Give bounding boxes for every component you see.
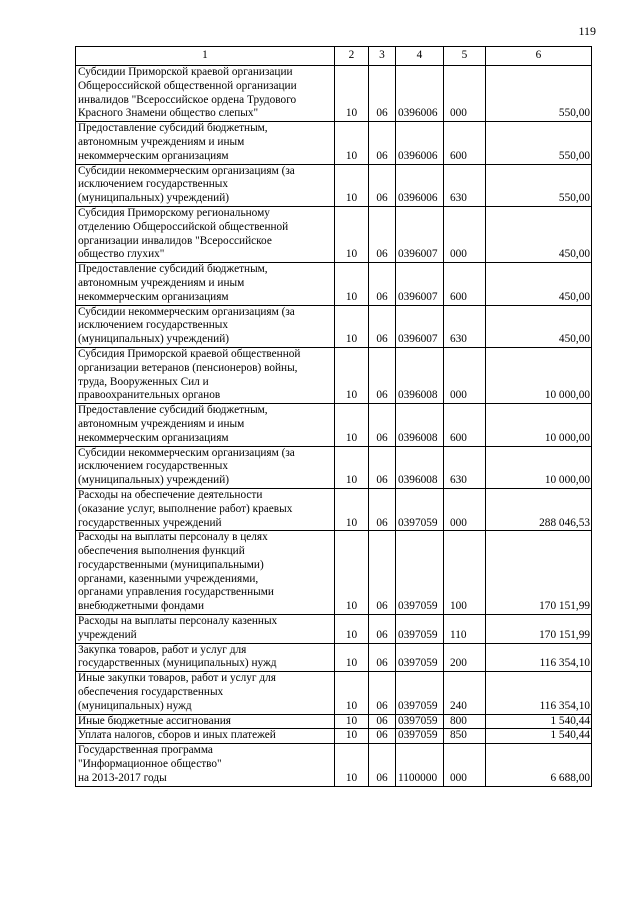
row-name-cell: Иные закупки товаров, работ и услуг для обеспечения государственных (муниципальных) нужд	[76, 672, 335, 714]
row-amount-cell: 450,00	[486, 305, 592, 347]
row-subsection-cell: 06	[369, 672, 396, 714]
row-section-cell: 10	[335, 615, 369, 644]
row-target-code-cell: 0396008	[396, 446, 444, 488]
row-target-code-cell: 0397059	[396, 672, 444, 714]
table-row	[76, 714, 592, 729]
row-name-cell: Субсидии Приморской краевой организации Общероссийской общественной организации инвалидов "Всероссийское ордена Трудового Красного Знамени общество слепых"	[76, 66, 335, 122]
row-expense-type-cell: 000	[444, 488, 486, 530]
row-amount-cell: 10 000,00	[486, 347, 592, 403]
row-section-cell: 10	[335, 744, 369, 786]
row-subsection-cell: 06	[369, 488, 396, 530]
row-expense-type-cell: 630	[444, 446, 486, 488]
row-expense-type-cell: 850	[444, 729, 486, 744]
header-col-2: 2	[335, 47, 369, 66]
row-subsection-cell: 06	[369, 744, 396, 786]
table-row	[76, 122, 592, 164]
table-row	[76, 347, 592, 403]
row-section-cell: 10	[335, 672, 369, 714]
row-expense-type-cell: 110	[444, 615, 486, 644]
row-section-cell: 10	[335, 531, 369, 615]
row-target-code-cell: 0396007	[396, 206, 444, 262]
row-target-code-cell: 0396008	[396, 404, 444, 446]
row-section-cell: 10	[335, 164, 369, 206]
row-subsection-cell: 06	[369, 347, 396, 403]
page-number: 119	[578, 24, 596, 38]
row-expense-type-cell: 240	[444, 672, 486, 714]
row-amount-cell: 1 540,44	[486, 729, 592, 744]
row-name-cell: Субсидия Приморской краевой общественной организации ветеранов (пенсионеров) войны, труда, Вооруженных Сил и правоохранительных органов	[76, 347, 335, 403]
row-amount-cell: 6 688,00	[486, 744, 592, 786]
row-section-cell: 10	[335, 488, 369, 530]
row-amount-cell: 450,00	[486, 206, 592, 262]
row-name-cell: Расходы на выплаты персоналу в целях обеспечения выполнения функций государственными (муниципальными) органами, казенными учреждениями, органами управления государственными внебюджетными фондами	[76, 531, 335, 615]
row-expense-type-cell: 600	[444, 404, 486, 446]
row-target-code-cell: 0396007	[396, 263, 444, 305]
row-name-cell: Расходы на выплаты персоналу казенных учреждений	[76, 615, 335, 644]
row-name-cell: Предоставление субсидий бюджетным, автономным учреждениям и иным некоммерческим организациям	[76, 263, 335, 305]
header-col-1: 1	[76, 47, 335, 66]
table-row	[76, 643, 592, 672]
header-col-6: 6	[486, 47, 592, 66]
row-expense-type-cell: 000	[444, 744, 486, 786]
header-col-4: 4	[396, 47, 444, 66]
row-name-cell: Субсидии некоммерческим организациям (за исключением государственных (муниципальных) учреждений)	[76, 305, 335, 347]
row-target-code-cell: 0396006	[396, 122, 444, 164]
row-amount-cell: 116 354,10	[486, 672, 592, 714]
table-row	[76, 446, 592, 488]
table-row	[76, 672, 592, 714]
row-name-cell: Субсидии некоммерческим организациям (за исключением государственных (муниципальных) учреждений)	[76, 446, 335, 488]
row-section-cell: 10	[335, 122, 369, 164]
row-target-code-cell: 0397059	[396, 643, 444, 672]
table-header-row	[76, 47, 592, 66]
table-row	[76, 263, 592, 305]
row-amount-cell: 550,00	[486, 164, 592, 206]
row-target-code-cell: 0396007	[396, 305, 444, 347]
row-amount-cell: 170 151,99	[486, 531, 592, 615]
row-expense-type-cell: 000	[444, 66, 486, 122]
header-col-3: 3	[369, 47, 396, 66]
row-name-cell: Расходы на обеспечение деятельности (оказание услуг, выполнение работ) краевых государственных учреждений	[76, 488, 335, 530]
row-subsection-cell: 06	[369, 531, 396, 615]
table-row	[76, 531, 592, 615]
row-target-code-cell: 0397059	[396, 729, 444, 744]
row-section-cell: 10	[335, 305, 369, 347]
table-row	[76, 206, 592, 262]
row-target-code-cell: 0396008	[396, 347, 444, 403]
row-name-cell: Субсидии некоммерческим организациям (за исключением государственных (муниципальных) учреждений)	[76, 164, 335, 206]
table-row	[76, 744, 592, 786]
row-expense-type-cell: 000	[444, 206, 486, 262]
header-col-5: 5	[444, 47, 486, 66]
row-expense-type-cell: 200	[444, 643, 486, 672]
row-amount-cell: 10 000,00	[486, 446, 592, 488]
row-name-cell: Предоставление субсидий бюджетным, автономным учреждениям и иным некоммерческим организациям	[76, 122, 335, 164]
row-subsection-cell: 06	[369, 446, 396, 488]
row-amount-cell: 10 000,00	[486, 404, 592, 446]
row-subsection-cell: 06	[369, 122, 396, 164]
row-target-code-cell: 1100000	[396, 744, 444, 786]
row-name-cell: Закупка товаров, работ и услуг для государственных (муниципальных) нужд	[76, 643, 335, 672]
row-subsection-cell: 06	[369, 66, 396, 122]
table-row	[76, 66, 592, 122]
row-amount-cell: 450,00	[486, 263, 592, 305]
row-name-cell: Предоставление субсидий бюджетным, автономным учреждениям и иным некоммерческим организациям	[76, 404, 335, 446]
row-expense-type-cell: 600	[444, 263, 486, 305]
row-section-cell: 10	[335, 643, 369, 672]
row-subsection-cell: 06	[369, 305, 396, 347]
row-section-cell: 10	[335, 714, 369, 729]
table-row	[76, 164, 592, 206]
row-subsection-cell: 06	[369, 643, 396, 672]
row-amount-cell: 288 046,53	[486, 488, 592, 530]
row-subsection-cell: 06	[369, 263, 396, 305]
row-name-cell: Субсидия Приморскому региональному отделению Общероссийской общественной организации инвалидов "Всероссийское общество глухих"	[76, 206, 335, 262]
table-row	[76, 404, 592, 446]
row-subsection-cell: 06	[369, 729, 396, 744]
row-expense-type-cell: 600	[444, 122, 486, 164]
row-expense-type-cell: 630	[444, 305, 486, 347]
row-section-cell: 10	[335, 206, 369, 262]
table-row	[76, 729, 592, 744]
row-target-code-cell: 0397059	[396, 615, 444, 644]
row-subsection-cell: 06	[369, 164, 396, 206]
table-row	[76, 488, 592, 530]
row-name-cell: Иные бюджетные ассигнования	[76, 714, 335, 729]
row-subsection-cell: 06	[369, 714, 396, 729]
row-section-cell: 10	[335, 446, 369, 488]
row-target-code-cell: 0396006	[396, 66, 444, 122]
row-amount-cell: 170 151,99	[486, 615, 592, 644]
row-target-code-cell: 0397059	[396, 531, 444, 615]
row-expense-type-cell: 800	[444, 714, 486, 729]
row-section-cell: 10	[335, 729, 369, 744]
row-section-cell: 10	[335, 66, 369, 122]
row-target-code-cell: 0396006	[396, 164, 444, 206]
row-subsection-cell: 06	[369, 615, 396, 644]
row-target-code-cell: 0397059	[396, 488, 444, 530]
row-section-cell: 10	[335, 404, 369, 446]
table-row	[76, 305, 592, 347]
budget-table	[75, 46, 592, 787]
row-section-cell: 10	[335, 263, 369, 305]
row-expense-type-cell: 100	[444, 531, 486, 615]
table-row	[76, 615, 592, 644]
row-amount-cell: 550,00	[486, 122, 592, 164]
row-subsection-cell: 06	[369, 206, 396, 262]
row-subsection-cell: 06	[369, 404, 396, 446]
row-amount-cell: 116 354,10	[486, 643, 592, 672]
row-target-code-cell: 0397059	[396, 714, 444, 729]
row-name-cell: Уплата налогов, сборов и иных платежей	[76, 729, 335, 744]
row-expense-type-cell: 000	[444, 347, 486, 403]
row-name-cell: Государственная программа "Информационное общество" на 2013-2017 годы	[76, 744, 335, 786]
row-section-cell: 10	[335, 347, 369, 403]
row-amount-cell: 1 540,44	[486, 714, 592, 729]
row-expense-type-cell: 630	[444, 164, 486, 206]
row-amount-cell: 550,00	[486, 66, 592, 122]
